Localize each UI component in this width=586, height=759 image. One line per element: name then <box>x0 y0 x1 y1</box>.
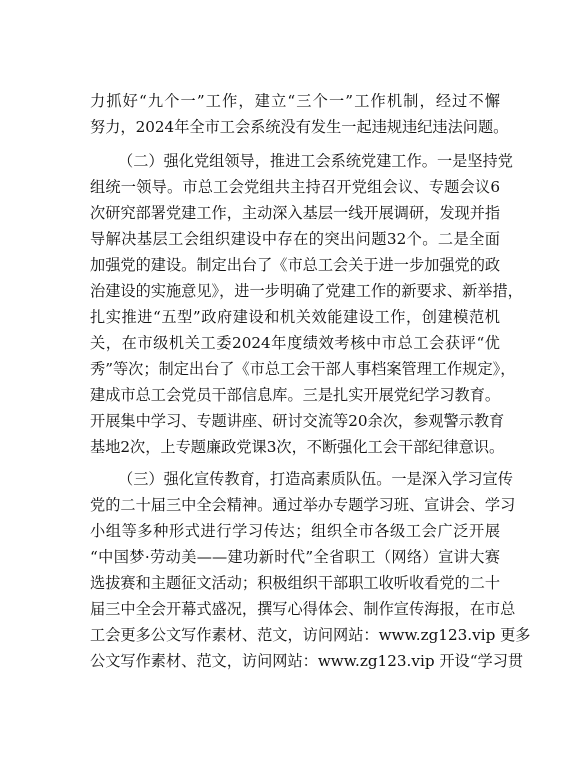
text-line: 扎实推进“五型”政府建设和机关效能建设工作，创建模范机 <box>90 308 500 326</box>
text-line: 选拔赛和主题征文活动；积极组织干部职工收听收看党的二十 <box>90 574 501 592</box>
text-line: 建成市总工会党员干部信息库。三是扎实开展党纪学习教育。 <box>90 386 501 404</box>
text-line: 次研究部署党建工作，主动深入基层一线开展调研，发现并指 <box>90 204 501 222</box>
text-line: 基地2次，上专题廉政党课3次，不断强化工会干部纪律意识。 <box>90 438 505 456</box>
text-line: 工会更多公文写作素材、范文，访问网站：www.zg123.vip 更多 <box>90 626 531 644</box>
text-line: 加强党的建设。制定出台了《市总工会关于进一步加强党的政 <box>90 256 501 274</box>
text-line: 党的二十届三中全会精神。通过举办专题学习班、宣讲会、学习 <box>90 496 516 514</box>
text-line: 力抓好“九个一”工作，建立“三个一”工作机制，经过不懈 <box>90 92 500 110</box>
text-line: 秀”等次；制定出台了《市总工会干部人事档案管理工作规定》， <box>90 360 516 378</box>
text-line: 治建设的实施意见》，进一步明确了党建工作的新要求、新举措， <box>90 282 523 300</box>
text-line: 关，在市级机关工委2024年度绩效考核中市总工会获评“优 <box>90 334 500 352</box>
text-line: “中国梦·劳动美——建功新时代”全省职工（网络）宣讲大赛 <box>90 548 500 566</box>
text-line: 小组等多种形式进行学习传达；组织全市各级工会广泛开展 <box>90 522 500 540</box>
text-line: 开展集中学习、专题讲座、研讨交流等20余次，参观警示教育 <box>90 412 505 430</box>
section-heading-line: （三）强化宣传教育，打造高素质队伍。一是深入学习宣传 <box>118 470 513 488</box>
text-line: 努力，2024年全市工会系统没有发生一起违规违纪违法问题。 <box>90 118 509 136</box>
text-line: 导解决基层工会组织建设中存在的突出问题32个。二是全面 <box>90 230 500 248</box>
text-line: 公文写作素材、范文，访问网站：www.zg123.vip 开设“学习贯 <box>90 652 524 670</box>
section-heading-line: （二）强化党组领导，推进工会系统党建工作。一是坚持党 <box>118 152 513 170</box>
text-line: 届三中全会开幕式盛况，撰写心得体会、制作宣传海报，在市总 <box>90 600 516 618</box>
text-line: 组统一领导。市总工会党组共主持召开党组会议、专题会议6 <box>90 178 500 196</box>
